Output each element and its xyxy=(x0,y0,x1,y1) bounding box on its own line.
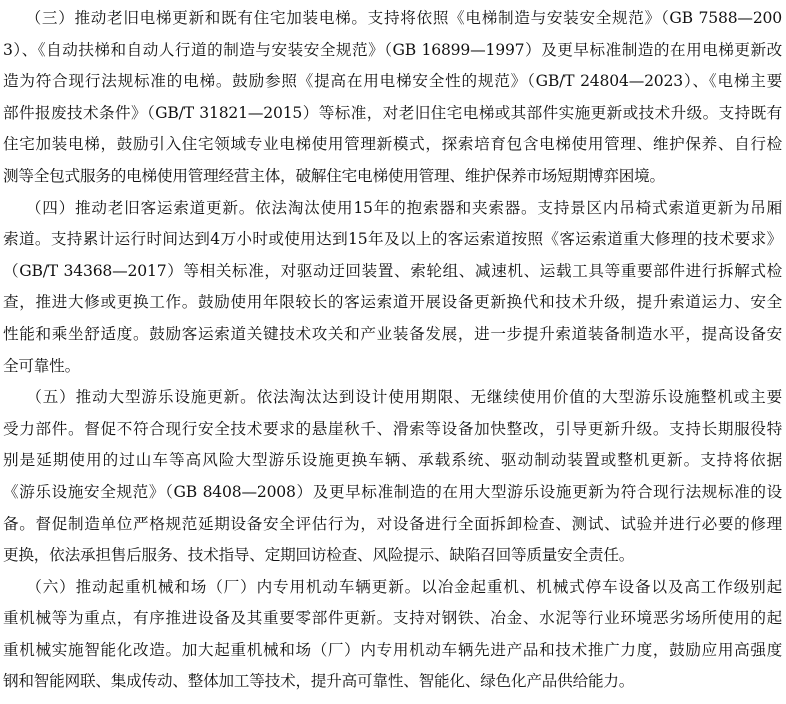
text-line: 索道。支持累计运行时间达到4万小时或使用达到15年及以上的客运索道按照《客运索道重大修理的技术要求》 xyxy=(3,230,782,249)
paragraph-crane-vehicle-renewal xyxy=(3,572,782,698)
text-line: 《游乐设施安全规范》（GB 8408—2008）及更早标准制造的在用大型游乐设施更新为符合现行法规标准的设 xyxy=(3,482,782,501)
text-line: 更换，依法承担售后服务、技术指导、定期回访检查、风险提示、缺陷召回等质量安全责任。 xyxy=(3,546,635,565)
text-line: （六）推动起重机械和场（厂）内专用机动车辆更新。以冶金起重机、机械式停车设备以及高工作级别起 xyxy=(3,577,782,596)
text-line: 3）、《自动扶梯和自动人行道的制造与安装安全规范》（GB 16899—1997）及更早标准制造的在用电梯更新改 xyxy=(3,40,782,59)
text-line: 查，推进大修或更换工作。鼓励使用年限较长的客运索道开展设备更新换代和技术升级，提升索道运力、安全 xyxy=(3,293,782,312)
text-line: 钢和智能网联、集成传动、整体加工等技术，提升高可靠性、智能化、绿色化产品供给能力。 xyxy=(3,672,635,691)
text-line: （三）推动老旧电梯更新和既有住宅加装电梯。支持将依照《电梯制造与安装安全规范》（GB 7588—200 xyxy=(3,9,782,27)
text-line: 别是延期使用的过山车等高风险大型游乐设施更换车辆、承载系统、驱动制动装置或整机更新。支持将依据 xyxy=(3,451,782,470)
text-line: （四）推动老旧客运索道更新。依法淘汰使用15年的抱索器和夹索器。支持景区内吊椅式索道更新为吊厢 xyxy=(3,198,782,217)
text-line: 部件报废技术条件》（GB/T 31821—2015）等标准，对老旧住宅电梯或其部件实施更新或技术升级。支持既有 xyxy=(3,103,782,122)
text-line: 测等全包式服务的电梯使用管理经营主体，破解住宅电梯使用管理、维护保养市场短期博弈困境。 xyxy=(3,166,665,185)
text-line: 造为符合现行法规标准的电梯。鼓励参照《提高在用电梯安全性的规范》（GB/T 24804—2023）、《电梯主要 xyxy=(3,72,782,91)
paragraph-elevator-renewal xyxy=(3,3,782,193)
paragraph-amusement-ride-renewal xyxy=(3,382,782,572)
text-line: 全可靠性。 xyxy=(3,356,80,375)
text-line: 重机械等为重点，有序推进设备及其重要零部件更新。支持对钢铁、冶金、水泥等行业环境恶劣场所使用的起 xyxy=(3,609,782,628)
text-line: 性能和乘坐舒适度。鼓励客运索道关键技术攻关和产业装备发展，进一步提升索道装备制造水平，提高设备安 xyxy=(3,324,782,343)
text-line: （GB/T 34368—2017）等相关标准，对驱动迂回装置、索轮组、减速机、运载工具等重要部件进行拆解式检 xyxy=(3,261,782,280)
text-line: 重机械实施智能化改造。加大起重机械和场（厂）内专用机动车辆先进产品和技术推广力度，鼓励应用高强度 xyxy=(3,640,782,659)
text-line: 受力部件。督促不符合现行安全技术要求的悬崖秋千、滑索等设备加快整改，引导更新升级。支持长期服役特 xyxy=(3,419,782,438)
text-line: 住宅加装电梯，鼓励引入住宅领域专业电梯使用管理新模式，探索培育包含电梯使用管理、维护保养、自行检 xyxy=(3,135,782,154)
text-line: （五）推动大型游乐设施更新。依法淘汰达到设计使用期限、无继续使用价值的大型游乐设施整机或主要 xyxy=(3,388,782,407)
paragraph-ropeway-renewal xyxy=(3,193,782,383)
text-line: 备。督促制造单位严格规范延期设备安全评估行为，对设备进行全面拆卸检查、测试、试验并进行必要的修理 xyxy=(3,514,782,533)
